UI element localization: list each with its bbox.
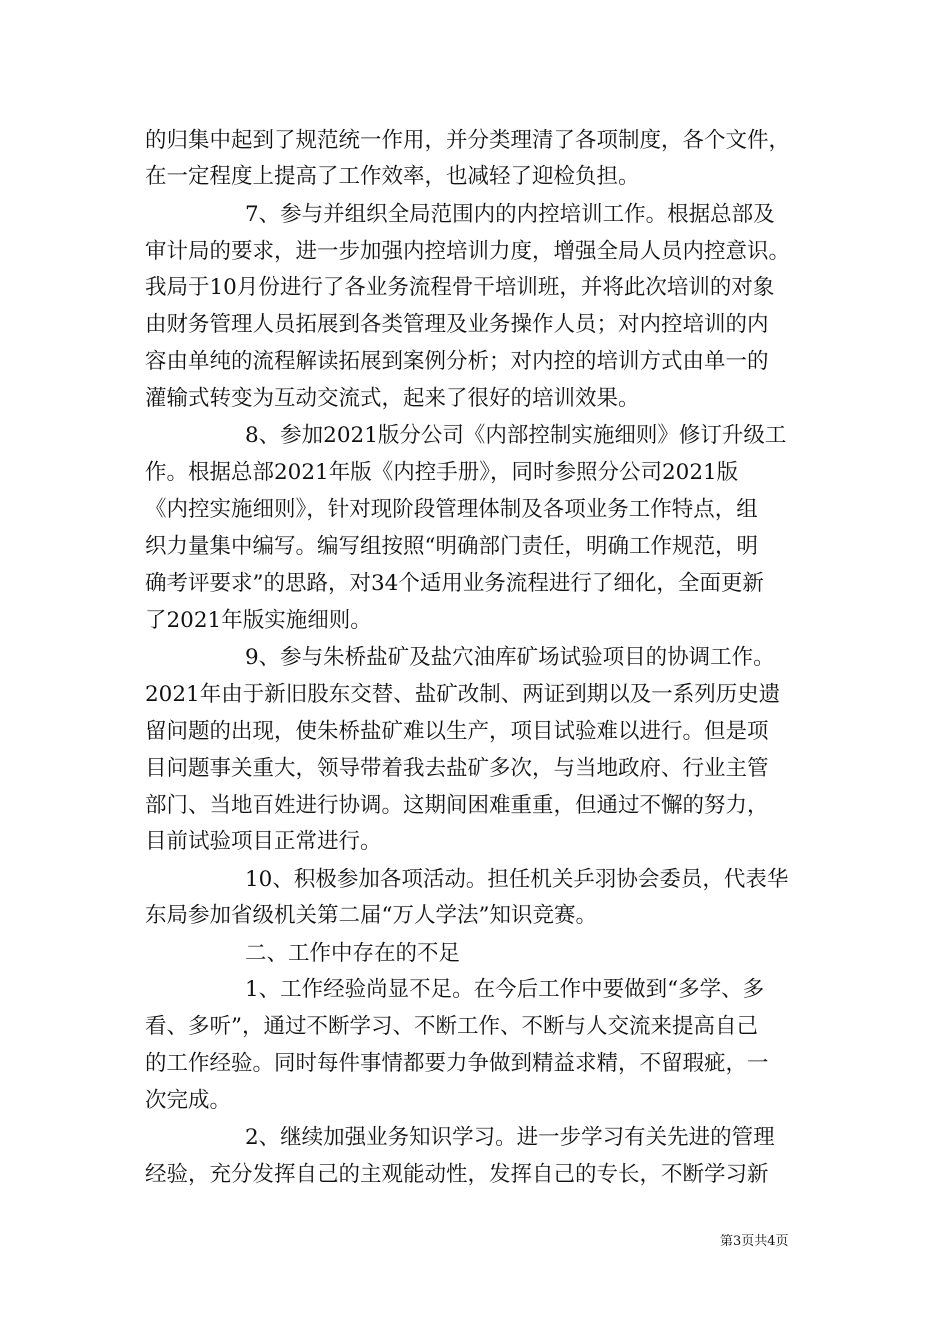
text-line: 1、工作经验尚显不足。在今后工作中要做到“多学、多	[245, 977, 765, 1002]
section-heading: 二、工作中存在的不足	[245, 941, 461, 966]
text-line: 在一定程度上提高了工作效率，也减轻了迎检负担。	[145, 164, 640, 189]
text-line: 审计局的要求，进一步加强内控培训力度，增强全局人员内控意识。	[145, 239, 791, 264]
text-line: 了2021年版实施细则。	[145, 608, 372, 633]
text-line: 经验，充分发挥自己的主观能动性，发挥自己的专长，不断学习新	[145, 1162, 769, 1187]
text-line: 8、参加2021版分公司《内部控制实施细则》修订升级工	[245, 423, 787, 448]
text-line: 我局于10月份进行了各业务流程骨干培训班，并将此次培训的对象	[145, 275, 775, 300]
page-number: 第3页共4页	[720, 1234, 789, 1249]
text-line: 目前试验项目正常进行。	[145, 829, 382, 854]
text-line: 作。根据总部2021年版《内控手册》，同时参照分公司2021版	[145, 460, 739, 485]
text-line: 东局参加省级机关第二届“万人学法”知识竞赛。	[145, 903, 597, 928]
text-line: 2、继续加强业务知识学习。进一步学习有关先进的管理	[245, 1125, 775, 1150]
text-line: 目问题事关重大，领导带着我去盐矿多次，与当地政府、行业主管	[145, 756, 769, 781]
text-line: 10、积极参加各项活动。担任机关乒羽协会委员，代表华	[245, 867, 789, 892]
text-line: 由财务管理人员拓展到各类管理及业务操作人员；对内控培训的内	[145, 312, 769, 337]
text-line: 容由单纯的流程解读拓展到案例分析；对内控的培训方式由单一的	[145, 349, 769, 374]
text-line: 部门、当地百姓进行协调。这期间困难重重，但通过不懈的努力，	[145, 793, 769, 818]
text-line: 7、参与并组织全局范围内的内控培训工作。根据总部及	[245, 202, 775, 227]
text-line: 9、参与朱桥盐矿及盐穴油库矿场试验项目的协调工作。	[245, 645, 775, 670]
text-line: 《内控实施细则》，针对现阶段管理体制及各项业务工作特点，组	[145, 497, 758, 522]
text-line: 确考评要求”的思路，对34个适用业务流程进行了细化，全面更新	[145, 571, 764, 596]
text-line: 的工作经验。同时每件事情都要力争做到精益求精，不留瑕疵，一	[145, 1051, 769, 1076]
text-line: 次完成。	[145, 1088, 232, 1113]
text-line: 2021年由于新旧股东交替、盐矿改制、两证到期以及一系列历史遗	[145, 682, 781, 707]
text-line: 灌输式转变为互动交流式，起来了很好的培训效果。	[145, 386, 640, 411]
text-line: 的归集中起到了规范统一作用，并分类理清了各项制度，各个文件，	[145, 128, 791, 153]
text-line: 织力量集中编写。编写组按照“明确部门责任，明确工作规范，明	[145, 534, 758, 559]
text-line: 看、多听”，通过不断学习、不断工作、不断与人交流来提高自己	[145, 1014, 758, 1039]
text-line: 留问题的出现，使朱桥盐矿难以生产，项目试验难以进行。但是项	[145, 719, 769, 744]
